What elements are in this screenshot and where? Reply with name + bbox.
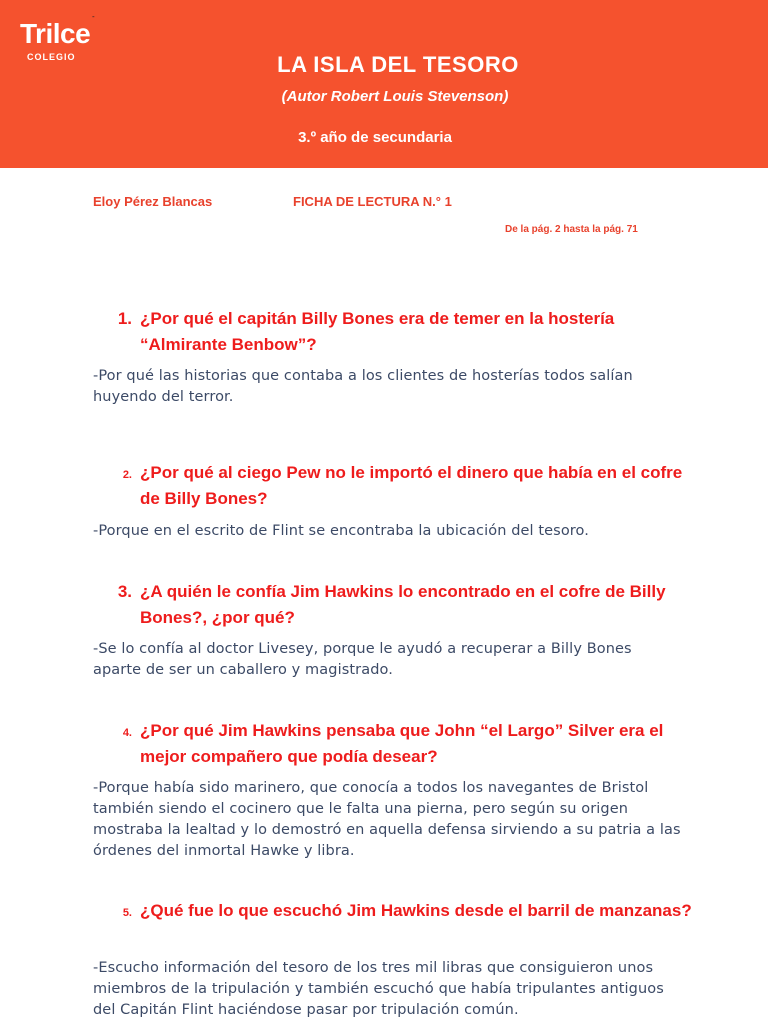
question-text: ¿Por qué Jim Hawkins pensaba que John “el Largo” Silver era el mejor compañero que podía desear? — [140, 721, 664, 766]
question-3 — [92, 579, 692, 631]
logo-wordmark: Trilce — [20, 18, 91, 49]
logo-dot: - — [92, 12, 95, 21]
question-number: 4. — [122, 727, 132, 739]
answer-3: -Se lo confía al doctor Livesey, porque le ayudó a recuperar a Billy Bones aparte de ser un caballero y magistrado. — [93, 641, 632, 678]
question-4 — [92, 718, 692, 770]
header-banner — [0, 0, 768, 168]
grade-level: 3.º año de secundaria — [298, 129, 452, 146]
question-text: ¿Por qué al ciego Pew no le importó el dinero que había en el cofre de Billy Bones? — [140, 463, 683, 508]
question-number: 2. — [122, 469, 132, 481]
worksheet-title: FICHA DE LECTURA N.° 1 — [293, 194, 452, 209]
answer-5: -Escucho información del tesoro de los tres mil libras que consiguieron unos miembros de la tripulación y también escuchó que había tripulantes antiguos del Capitán Flint haciéndose pasar por tripulación común. — [93, 960, 664, 1018]
book-author: (Autor Robert Louis Stevenson) — [281, 88, 509, 105]
question-number: 5. — [122, 907, 132, 919]
question-1 — [92, 306, 692, 358]
question-number: 3. — [117, 582, 132, 601]
logo-subtitle: COLEGIO — [27, 52, 76, 62]
question-number: 1. — [117, 309, 132, 328]
book-title: LA ISLA DEL TESORO — [277, 52, 519, 77]
question-text: ¿A quién le confía Jim Hawkins lo encontrado en el cofre de Billy Bones?, ¿por qué? — [140, 582, 666, 627]
question-text: ¿Por qué el capitán Billy Bones era de temer en la hostería “Almirante Benbow”? — [140, 309, 615, 354]
question-5 — [92, 898, 692, 924]
student-name: Eloy Pérez Blancas — [93, 194, 213, 209]
answer-2: -Porque en el escrito de Flint se encontraba la ubicación del tesoro. — [93, 523, 589, 539]
question-text: ¿Qué fue lo que escuchó Jim Hawkins desde el barril de manzanas? — [140, 901, 692, 920]
question-2 — [92, 460, 692, 512]
answer-4: -Porque había sido marinero, que conocía a todos los navegantes de Bristol también siendo el cocinero que le falta una pierna, pero según su origen mostraba la lealtad y lo demostró en aquella defensa sirviendo a su patria a las órdenes del inmortal Hawke y libra. — [93, 780, 681, 859]
answer-1: -Por qué las historias que contaba a los clientes de hosterías todos salían huyendo del terror. — [93, 368, 633, 405]
page-range: De la pág. 2 hasta la pág. 71 — [505, 224, 638, 235]
